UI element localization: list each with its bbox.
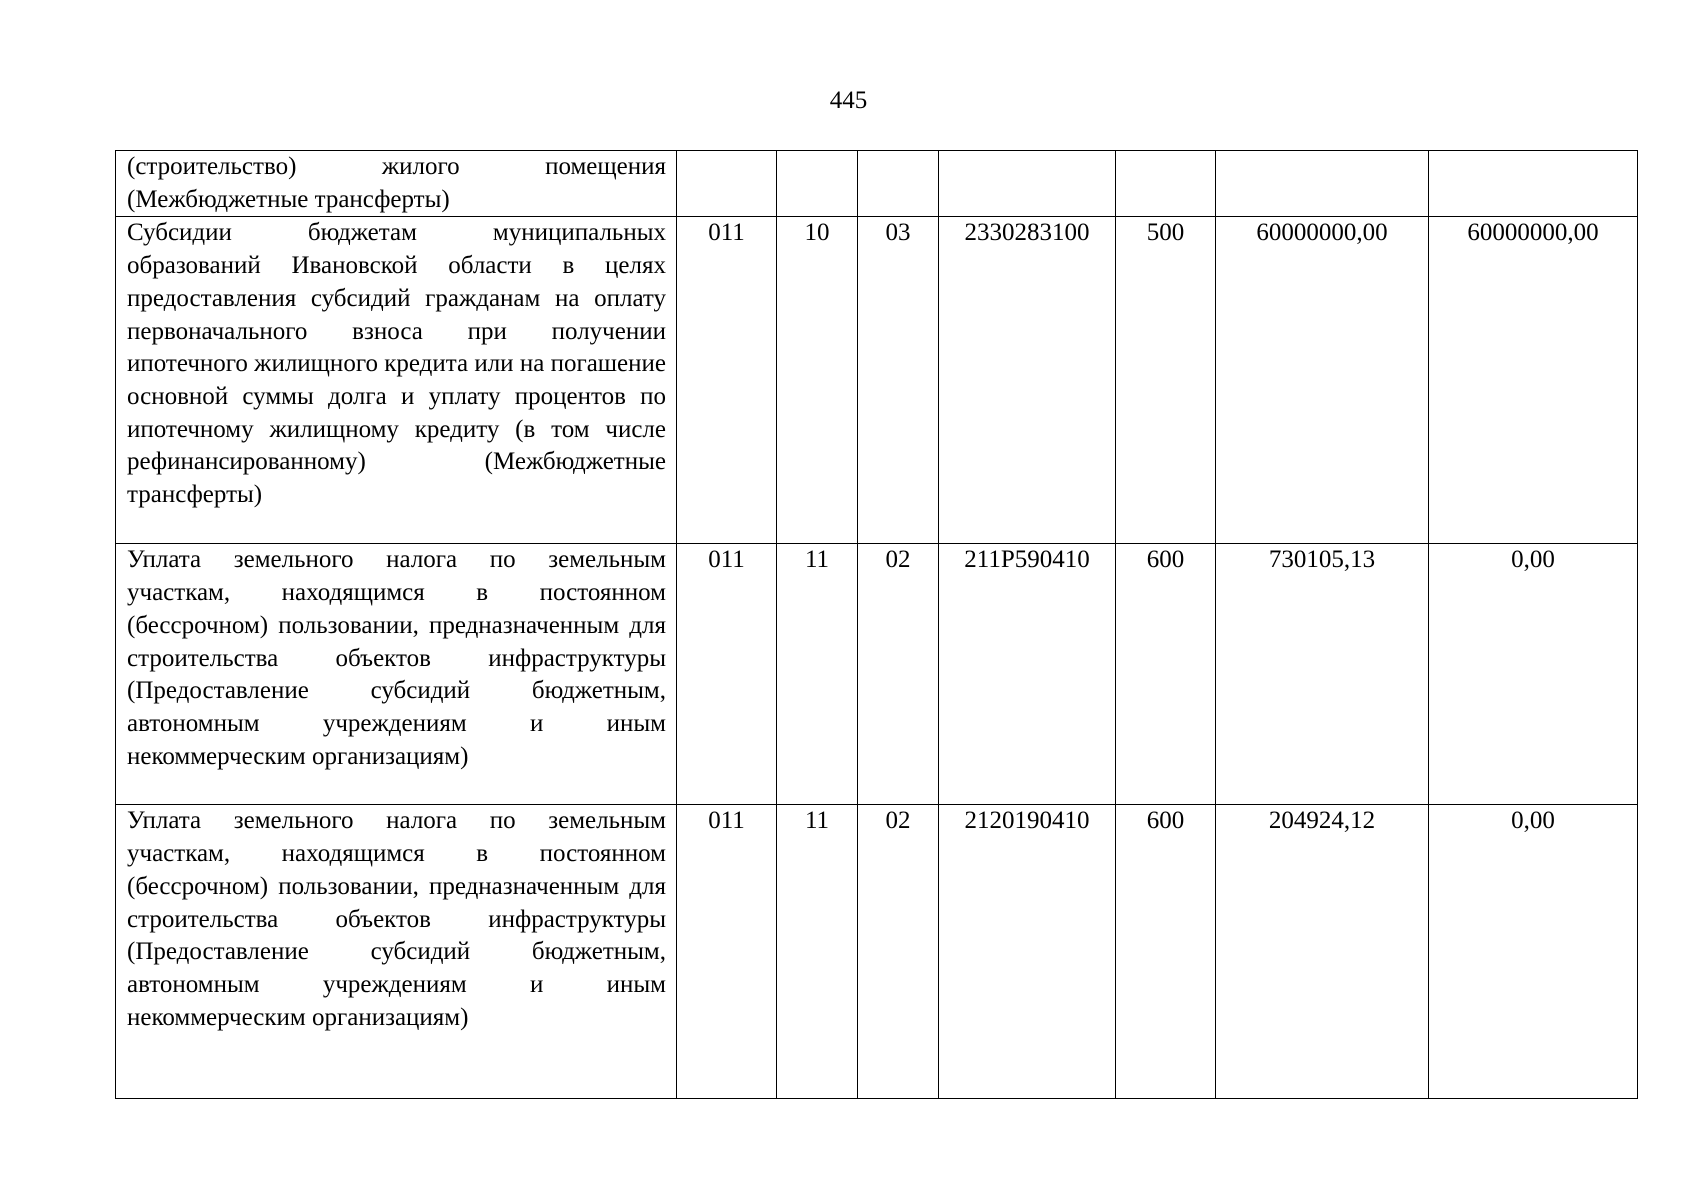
row-description: (строительство) жилого помещения (Межбюджетные трансферты) xyxy=(116,151,677,217)
table-row xyxy=(116,805,1638,1099)
section-code xyxy=(777,151,858,217)
row-description: Уплата земельного налога по земельным участкам, находящимся в постоянном (бессрочном) пользовании, предназначенным для строительства объектов инфраструктуры (Предоставление субсидий бюджетным, автономным учреждениям и иным некоммерческим организациям) xyxy=(116,544,677,805)
target-article-code: 211Р590410 xyxy=(939,544,1116,805)
amount-first xyxy=(1216,151,1429,217)
ministry-code xyxy=(677,151,777,217)
budget-table xyxy=(115,150,1638,1099)
amount-second: 0,00 xyxy=(1429,805,1638,1099)
page-number: 445 xyxy=(829,87,868,114)
amount-first: 60000000,00 xyxy=(1216,217,1429,544)
ministry-code: 011 xyxy=(677,544,777,805)
subsection-code xyxy=(858,151,939,217)
table-row xyxy=(116,151,1638,217)
table-row xyxy=(116,217,1638,544)
row-description: Субсидии бюджетам муниципальных образований Ивановской области в целях предоставления субсидий гражданам на оплату первоначального взноса при получении ипотечного жилищного кредита или на погашение основной суммы долга и уплату процентов по ипотечному жилищному кредиту (в том числе рефинансированному) (Межбюджетные трансферты) xyxy=(116,217,677,544)
amount-second xyxy=(1429,151,1638,217)
target-article-code xyxy=(939,151,1116,217)
table-row xyxy=(116,544,1638,805)
expense-type-code: 600 xyxy=(1116,805,1216,1099)
ministry-code: 011 xyxy=(677,805,777,1099)
subsection-code: 03 xyxy=(858,217,939,544)
amount-second: 60000000,00 xyxy=(1429,217,1638,544)
section-code: 10 xyxy=(777,217,858,544)
subsection-code: 02 xyxy=(858,544,939,805)
subsection-code: 02 xyxy=(858,805,939,1099)
target-article-code: 2330283100 xyxy=(939,217,1116,544)
amount-first: 730105,13 xyxy=(1216,544,1429,805)
amount-first: 204924,12 xyxy=(1216,805,1429,1099)
row-description: Уплата земельного налога по земельным участкам, находящимся в постоянном (бессрочном) пользовании, предназначенным для строительства объектов инфраструктуры (Предоставление субсидий бюджетным, автономным учреждениям и иным некоммерческим организациям) xyxy=(116,805,677,1099)
section-code: 11 xyxy=(777,544,858,805)
target-article-code: 2120190410 xyxy=(939,805,1116,1099)
ministry-code: 011 xyxy=(677,217,777,544)
expense-type-code: 600 xyxy=(1116,544,1216,805)
amount-second: 0,00 xyxy=(1429,544,1638,805)
section-code: 11 xyxy=(777,805,858,1099)
expense-type-code xyxy=(1116,151,1216,217)
expense-type-code: 500 xyxy=(1116,217,1216,544)
